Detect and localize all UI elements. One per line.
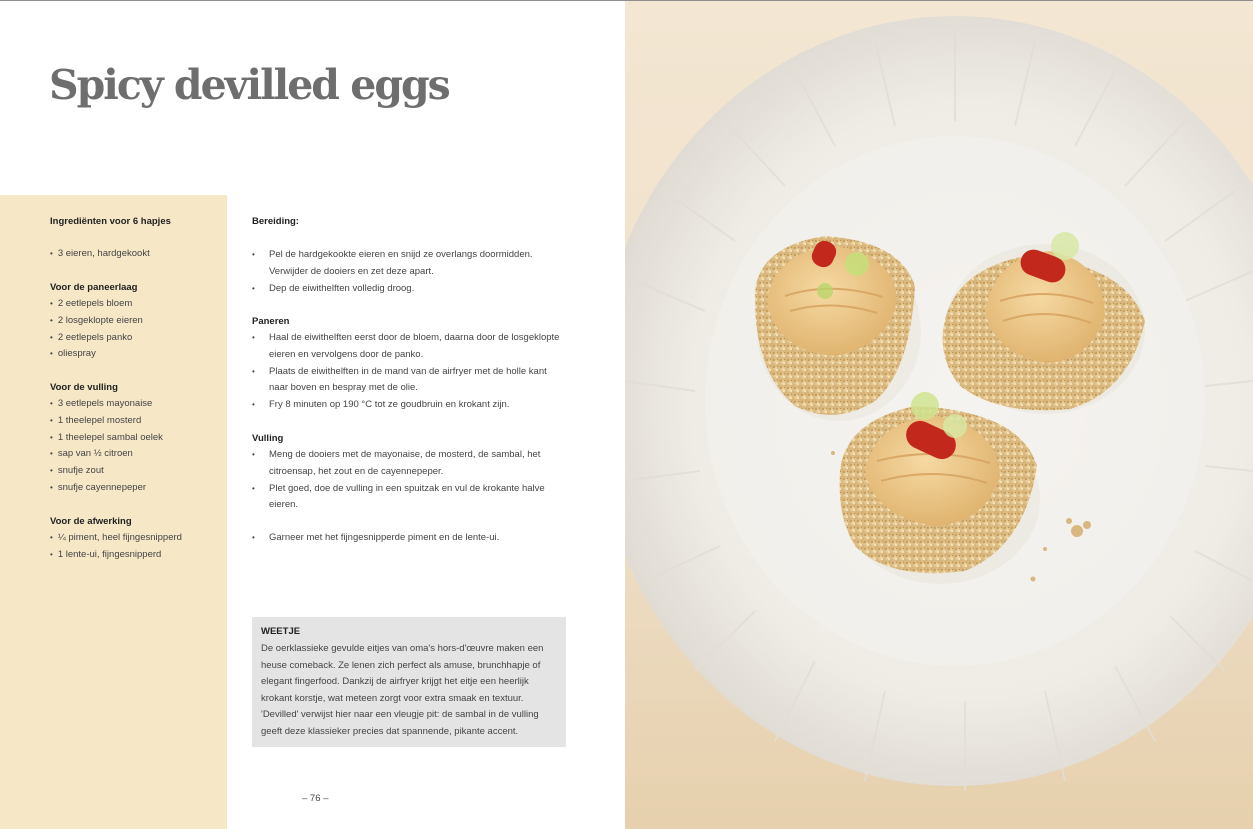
tip-heading: WEETJE bbox=[261, 626, 301, 637]
ingredients-list-afwerking bbox=[50, 530, 182, 564]
page-number: – 76 – bbox=[302, 793, 329, 804]
ingredients-panel bbox=[0, 195, 227, 829]
recipe-photo bbox=[625, 1, 1253, 829]
ingredient-item: • 3 eieren, hardgekookt bbox=[50, 246, 150, 263]
method-heading: Bereiding: bbox=[252, 216, 299, 227]
method-step: • Garneer met het fijngesnipperde piment en de lente-ui. bbox=[252, 530, 562, 547]
ingredient-item: • ¼ piment, heel fijngesnipperd bbox=[50, 530, 182, 547]
ingredient-item: • 2 losgeklopte eieren bbox=[50, 313, 143, 330]
devilled-eggs-plate-illustration bbox=[625, 1, 1253, 829]
method-step: • Plet goed, doe de vulling in een spuitzak en vul de krokante halve eieren. bbox=[252, 481, 562, 515]
ingredients-section-label: Voor de vulling bbox=[50, 382, 118, 393]
method-step: • Haal de eiwithelften eerst door de bloem, daarna door de losgeklopte eieren en vervolgens door de panko. bbox=[252, 330, 562, 364]
method-step: • Pel de hardgekookte eieren en snijd ze overlangs doormidden. Verwijder de dooiers en zet deze apart. bbox=[252, 247, 562, 281]
ingredient-item: • 2 eetlepels panko bbox=[50, 330, 143, 347]
ingredient-item: • snufje zout bbox=[50, 463, 163, 480]
method-steps-paneren bbox=[252, 330, 562, 414]
ingredients-section-label: Voor de afwerking bbox=[50, 516, 132, 527]
method-section-label: Vulling bbox=[252, 433, 284, 444]
ingredient-item: • oliespray bbox=[50, 346, 143, 363]
ingredient-item: • 2 eetlepels bloem bbox=[50, 296, 143, 313]
ingredient-item: • 1 theelepel sambal oelek bbox=[50, 430, 163, 447]
tip-body: De oerklassieke gevulde eitjes van oma's hors-d'œuvre maken een heuse comeback. Ze lenen zich perfect als amuse, brunchhapje of elegant fingerfood. Dankzij de airfryer krijgt het eitje een heerlijk krokant korstje, wat meteen zorgt voor extra smaak en textuur. 'Devilled' verwijst hier naar een vleugje pit: de sambal in de vulling geeft deze klassieker precies dat spannende, pikante accent. bbox=[261, 643, 544, 737]
devilled-egg-1 bbox=[755, 236, 921, 421]
ingredients-main-list bbox=[50, 246, 150, 263]
ingredient-item: • sap van ½ citroen bbox=[50, 446, 163, 463]
method-intro-steps bbox=[252, 247, 562, 297]
method-step: • Fry 8 minuten op 190 °C tot ze goudbruin en krokant zijn. bbox=[252, 397, 562, 414]
recipe-title: Spicy devilled eggs bbox=[49, 61, 449, 109]
method-step: • Plaats de eiwithelften in de mand van de airfryer met de holle kant naar boven en bespray met de olie. bbox=[252, 364, 562, 398]
ingredients-heading: Ingrediënten voor 6 hapjes bbox=[50, 216, 171, 227]
tip-box bbox=[252, 617, 566, 747]
ingredient-item: • snufje cayennepeper bbox=[50, 480, 163, 497]
method-steps-vulling bbox=[252, 447, 562, 514]
ingredients-list-paneerlaag bbox=[50, 296, 143, 363]
method-final-step bbox=[252, 530, 562, 547]
method-step: • Meng de dooiers met de mayonaise, de mosterd, de sambal, het citroensap, het zout en de cayennepeper. bbox=[252, 447, 562, 481]
ingredient-item: • 3 eetlepels mayonaise bbox=[50, 396, 163, 413]
ingredients-list-vulling bbox=[50, 396, 163, 497]
ingredient-item: • 1 theelepel mosterd bbox=[50, 413, 163, 430]
ingredient-item: • 1 lente-ui, fijngesnipperd bbox=[50, 547, 182, 564]
method-step: • Dep de eiwithelften volledig droog. bbox=[252, 281, 562, 298]
method-section-label: Paneren bbox=[252, 316, 290, 327]
ingredients-section-label: Voor de paneerlaag bbox=[50, 282, 138, 293]
